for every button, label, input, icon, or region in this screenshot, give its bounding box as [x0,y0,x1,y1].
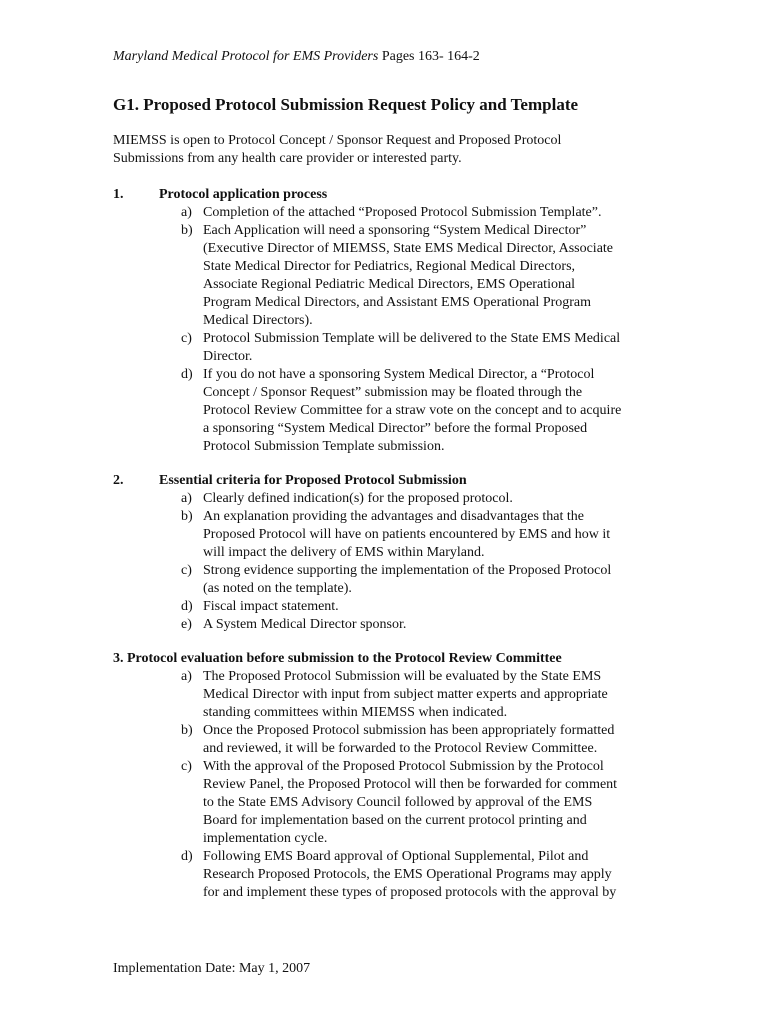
list-item [113,490,673,508]
page-title: G1. Proposed Protocol Submission Request Policy and Template [113,95,579,114]
list-marker: a) [181,669,192,684]
list-marker: a) [181,205,192,220]
list-item-text: Program Medical Directors, and Assistant EMS Operational Program [203,295,592,310]
list-item [113,848,673,902]
section-number: 2. [113,473,124,488]
list-item-text: a sponsoring “System Medical Director” before the formal Proposed [203,421,588,436]
section-number: 1. [113,187,124,202]
list-marker: a) [181,491,192,506]
list-item [113,330,673,366]
list-item-text: Protocol Review Committee for a straw vote on the concept and to acquire [203,403,622,418]
list-item-text: Protocol Submission Template submission. [203,439,445,454]
list-item-text: Each Application will need a sponsoring “System Medical Director” [203,223,587,238]
list-marker: e) [181,617,192,632]
list-item-text: Following EMS Board approval of Optional Supplemental, Pilot and [203,849,589,864]
section-label: Essential criteria for Proposed Protocol Submission [159,473,467,488]
list-item-text: Associate Regional Pediatric Medical Directors, EMS Operational [203,277,576,292]
list-item [113,758,673,848]
list-item-text: With the approval of the Proposed Protocol Submission by the Protocol [203,759,604,774]
page-footer: Implementation Date: May 1, 2007 [113,961,311,976]
section-heading [113,650,673,668]
section-label: 3. Protocol evaluation before submission to the Protocol Review Committee [113,651,562,666]
list-item-text: Once the Proposed Protocol submission has been appropriately formatted [203,723,615,738]
list-item-text: Protocol Submission Template will be delivered to the State EMS Medical [203,331,621,346]
list-item-text: An explanation providing the advantages and disadvantages that the [203,509,585,524]
list-item-text: and reviewed, it will be forwarded to the Protocol Review Committee. [203,741,598,756]
list-item [113,366,673,456]
section-protocol-application-process [113,186,673,456]
list-marker: c) [181,759,192,774]
list-item [113,222,673,330]
list-item-text: (Executive Director of MIEMSS, State EMS Medical Director, Associate [203,241,614,256]
list-marker: d) [181,849,193,864]
list-item-text: A System Medical Director sponsor. [203,617,407,632]
list-item [113,562,673,598]
section-protocol-evaluation [113,650,673,902]
intro-line: Submissions from any health care provider or interested party. [113,151,462,166]
running-header [113,48,480,66]
header-document-title: Maryland Medical Protocol for EMS Providers [113,49,379,64]
list-marker: b) [181,223,193,238]
list-item-text: Clearly defined indication(s) for the proposed protocol. [203,491,513,506]
list-item-text: Review Panel, the Proposed Protocol will then be forwarded for comment [203,777,618,792]
list-item-text: Medical Directors). [203,313,313,328]
list-marker: d) [181,599,193,614]
list-item-text: (as noted on the template). [203,581,352,596]
list-item [113,616,673,634]
list-item-text: Fiscal impact statement. [203,599,339,614]
list-marker: b) [181,509,193,524]
list-item-text: The Proposed Protocol Submission will be evaluated by the State EMS [203,669,602,684]
section-label: Protocol application process [159,187,328,202]
list-item-text: Medical Director with input from subject matter experts and appropriate [203,687,608,702]
list-item [113,722,673,758]
section-essential-criteria [113,472,673,634]
list-item-text: for and implement these types of proposed protocols with the approval by [203,885,617,900]
list-item-text: Proposed Protocol will have on patients encountered by EMS and how it [203,527,611,542]
list-item [113,668,673,722]
intro-line: MIEMSS is open to Protocol Concept / Sponsor Request and Proposed Protocol [113,133,562,148]
list-item-text: Concept / Sponsor Request” submission may be floated through the [203,385,583,400]
list-item-text: Strong evidence supporting the implementation of the Proposed Protocol [203,563,612,578]
list-item-text: implementation cycle. [203,831,328,846]
list-item-text: to the State EMS Advisory Council followed by approval of the EMS [203,795,593,810]
list-item [113,508,673,562]
list-item-text: Director. [203,349,253,364]
list-marker: c) [181,563,192,578]
list-item [113,204,673,222]
list-marker: c) [181,331,192,346]
list-item-text: State Medical Director for Pediatrics, Regional Medical Directors, [203,259,576,274]
list-marker: d) [181,367,193,382]
intro-paragraph [113,132,653,168]
list-item-text: Research Proposed Protocols, the EMS Operational Programs may apply [203,867,612,882]
header-page-range: Pages 163- 164-2 [378,49,480,64]
section-heading [113,472,673,490]
section-heading [113,186,673,204]
list-item [113,598,673,616]
list-item-text: will impact the delivery of EMS within Maryland. [203,545,485,560]
list-item-text: Completion of the attached “Proposed Protocol Submission Template”. [203,205,602,220]
list-marker: b) [181,723,193,738]
list-item-text: standing committees within MIEMSS when indicated. [203,705,508,720]
list-item-text: Board for implementation based on the current protocol printing and [203,813,587,828]
list-item-text: If you do not have a sponsoring System Medical Director, a “Protocol [203,367,595,382]
